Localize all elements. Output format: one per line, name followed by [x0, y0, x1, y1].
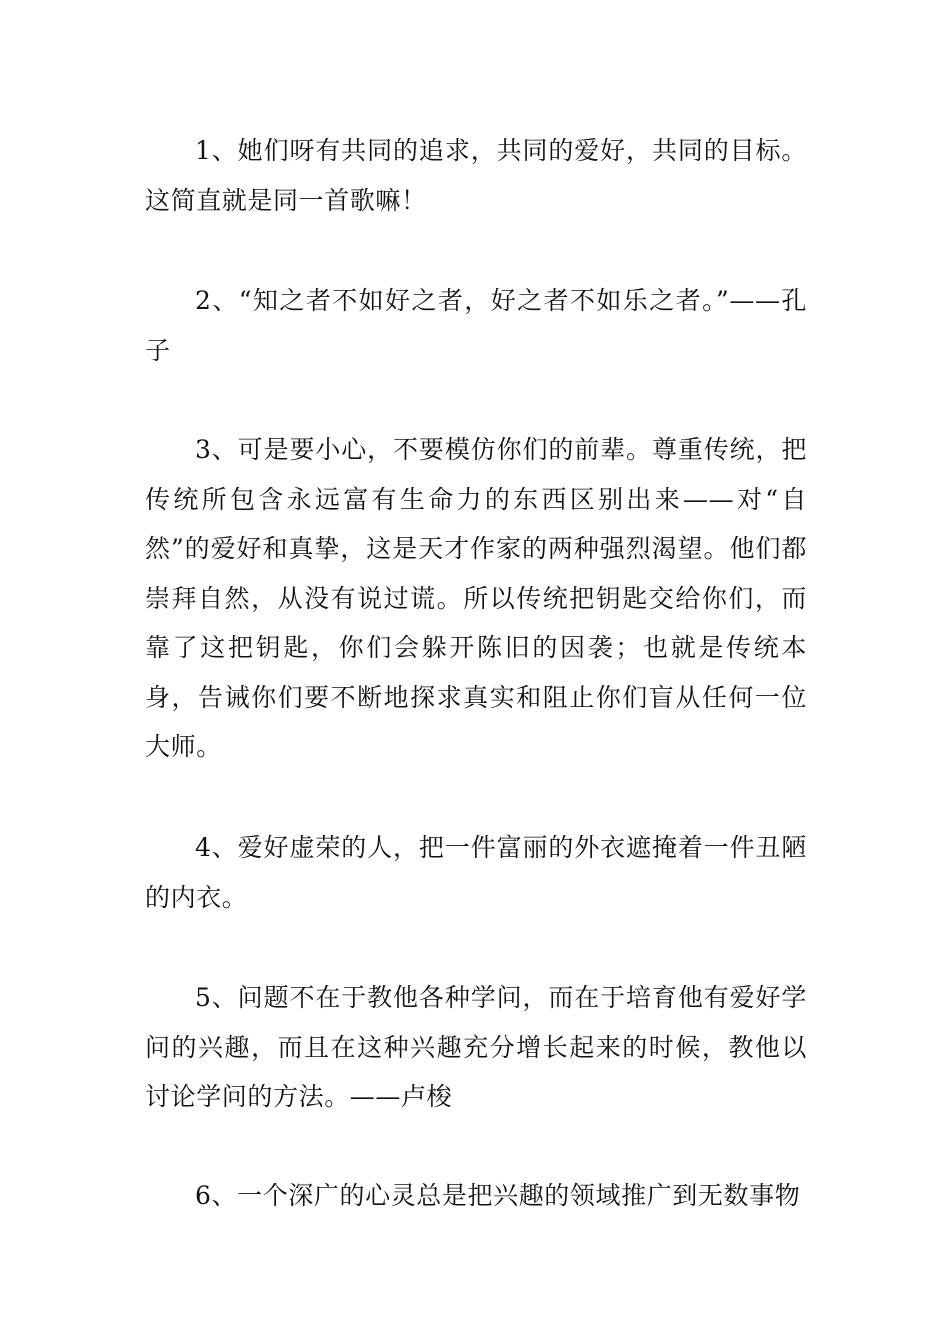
quote-paragraph-1: 1、她们呀有共同的追求，共同的爱好，共同的目标。这简直就是同一首歌嘛！ [145, 136, 807, 215]
quote-paragraph-6: 6、一个深广的心灵总是把兴趣的领域推广到无数事物 [195, 1181, 801, 1210]
quote-paragraph-5: 5、问题不在于教他各种学问，而在于培育他有爱好学问的兴趣，而且在这种兴趣充分增长起来的时候，教他以讨论学问的方法。——卢梭 [145, 983, 807, 1111]
quote-paragraph-4: 4、爱好虚荣的人，把一件富丽的外衣遮掩着一件丑陋的内衣。 [145, 833, 807, 912]
quote-paragraph-3: 3、可是要小心，不要模仿你们的前辈。尊重传统，把传统所包含永远富有生命力的东西区别出来——对“自然”的爱好和真挚，这是天才作家的两种强烈渴望。他们都崇拜自然，从没有说过谎。所以传统把钥匙交给你们，而靠了这把钥匙，你们会躲开陈旧的因袭；也就是传统本身，告诫你们要不断地探求真实和阻止你们盲从任何一位大师。 [145, 435, 807, 761]
quote-paragraph-2: 2、“知之者不如好之者，好之者不如乐之者。”——孔子 [145, 286, 807, 365]
